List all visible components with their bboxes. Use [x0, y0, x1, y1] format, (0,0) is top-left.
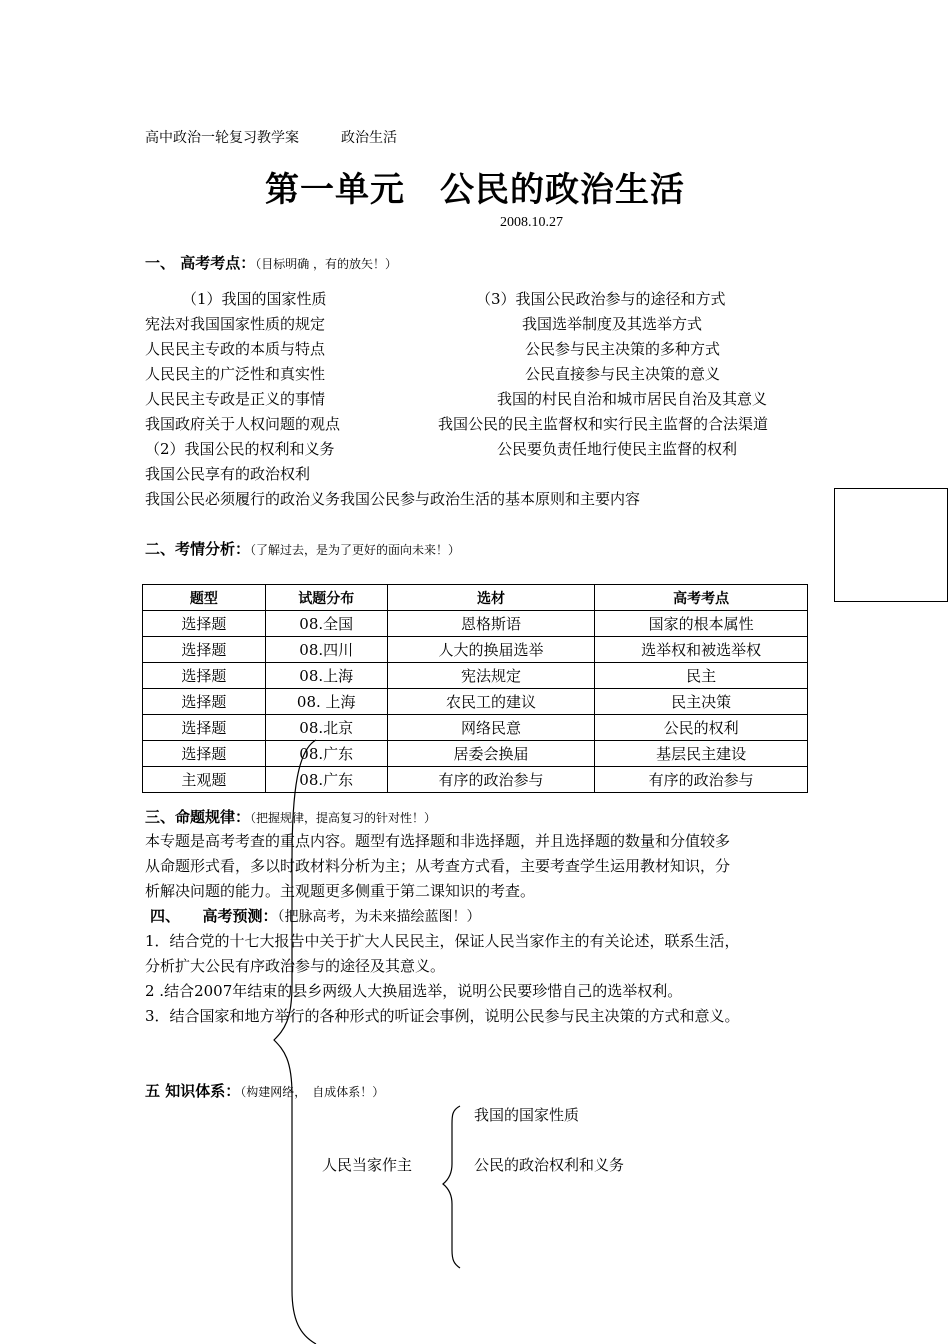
table-cell: 民主	[595, 663, 808, 689]
table-cell: 选择题	[143, 637, 266, 663]
section3-line-2: 析解决问题的能力。主观题更多侧重于第二课知识的考查。	[145, 882, 536, 900]
topic-left-3: 人民民主的广泛性和真实性	[145, 365, 326, 383]
page-title: 第一单元 公民的政治生活	[265, 170, 685, 210]
topic-right-3: 公民直接参与民主决策的意义	[525, 365, 721, 383]
table-cell: 人大的换届选举	[387, 637, 595, 663]
topic-right-2: 公民参与民主决策的多种方式	[525, 340, 721, 358]
table-cell: 公民的权利	[595, 715, 808, 741]
table-cell: 08. 上海	[265, 689, 387, 715]
section4-title: 四、 高考预测：	[150, 907, 278, 925]
section4-line-3: 3．结合国家和地方举行的各种形式的听证会事例，说明公民参与民主决策的方式和意义。	[145, 1007, 740, 1025]
knowledge-branch-1: 公民的政治权利和义务	[474, 1156, 625, 1174]
column-header: 选材	[387, 585, 595, 611]
knowledge-center-node: 人民当家作主	[322, 1156, 413, 1174]
topic-left-8: 我国公民必须履行的政治义务我国公民参与政治生活的基本原则和主要内容	[145, 490, 641, 508]
table-cell: 选择题	[143, 689, 266, 715]
knowledge-branch-0: 我国的国家性质	[474, 1106, 580, 1124]
table-cell: 有序的政治参与	[387, 767, 595, 793]
table-cell: 08.四川	[265, 637, 387, 663]
section1-note: （目标明确 ，有的放矢！）	[255, 257, 398, 271]
topic-right-1: 我国选举制度及其选举方式	[522, 315, 703, 333]
table-cell: 有序的政治参与	[595, 767, 808, 793]
table-cell: 民主决策	[595, 689, 808, 715]
topic-right-0: （3）我国公民政治参与的途径和方式	[476, 290, 726, 308]
topic-left-2: 人民民主专政的本质与特点	[145, 340, 326, 358]
section3-line-1: 从命题形式看，多以时政材料分析为主；从考查方式看，主要考查学生运用教材知识，分	[145, 857, 731, 875]
column-header: 试题分布	[265, 585, 387, 611]
course-name: 高中政治一轮复习教学案	[145, 130, 299, 146]
table-cell: 选举权和被选举权	[595, 637, 808, 663]
table-cell: 08.上海	[265, 663, 387, 689]
table-cell: 08.广东	[265, 741, 387, 767]
large-left-brace	[274, 740, 316, 1344]
column-header: 题型	[143, 585, 266, 611]
section1-title: 一、 高考考点：	[145, 254, 256, 272]
topic-right-6: 公民要负责任地行使民主监督的权利	[497, 440, 738, 458]
table-cell: 宪法规定	[387, 663, 595, 689]
small-left-brace	[443, 1106, 460, 1268]
topic-left-6: （2）我国公民的权利和义务	[145, 440, 335, 458]
section5-title: 五 知识体系：	[145, 1082, 241, 1100]
table-cell: 08.广东	[265, 767, 387, 793]
section3-line-0: 本专题是高考考查的重点内容。题型有选择题和非选择题，并且选择题的数量和分值较多	[145, 832, 731, 850]
table-cell: 选择题	[143, 663, 266, 689]
table-cell: 08.全国	[265, 611, 387, 637]
table-cell: 基层民主建设	[595, 741, 808, 767]
section4-line-1: 分析扩大公民有序政治参与的途径及其意义。	[145, 957, 446, 975]
table-cell: 选择题	[143, 741, 266, 767]
topic-left-7: 我国公民享有的政治权利	[145, 465, 311, 483]
subject-name: 政治生活	[341, 130, 397, 146]
topic-left-4: 人民民主专政是正义的事情	[145, 390, 326, 408]
section4-line-0: 1．结合党的十七大报告中关于扩大人民民主，保证人民当家作主的有关论述，联系生活，	[145, 932, 740, 950]
table-cell: 主观题	[143, 767, 266, 793]
column-header: 高考考点	[595, 585, 808, 611]
table-cell: 08.北京	[265, 715, 387, 741]
topic-left-0: （1）我国的国家性质	[182, 290, 327, 308]
table-cell: 农民工的建议	[387, 689, 595, 715]
section4-line-2: 2 .结合2007年结束的县乡两级人大换届选举，说明公民要珍惜自己的选举权利。	[145, 982, 683, 1000]
table-cell: 选择题	[143, 715, 266, 741]
section5-note: （构建网络， 自成体系！）	[240, 1085, 385, 1099]
document-date: 2008.10.27	[500, 215, 563, 230]
topic-left-5: 我国政府关于人权问题的观点	[145, 415, 341, 433]
section4-note: （把脉高考，为未来描绘蓝图！）	[277, 909, 481, 925]
table-cell: 网络民意	[387, 715, 595, 741]
section2-title: 二、考情分析：	[145, 540, 251, 558]
topic-right-5: 我国公民的民主监督权和实行民主监督的合法渠道	[438, 415, 769, 433]
table-cell: 选择题	[143, 611, 266, 637]
table-cell: 国家的根本属性	[595, 611, 808, 637]
section3-title: 三、命题规律：	[145, 808, 251, 826]
topic-left-1: 宪法对我国国家性质的规定	[145, 315, 326, 333]
topic-right-4: 我国的村民自治和城市居民自治及其意义	[497, 390, 768, 408]
table-cell: 居委会换届	[387, 741, 595, 767]
section3-note: （把握规律，提高复习的针对性！）	[250, 811, 437, 825]
table-cell: 恩格斯语	[387, 611, 595, 637]
section2-note: （了解过去，是为了更好的面向未来！）	[250, 543, 461, 557]
